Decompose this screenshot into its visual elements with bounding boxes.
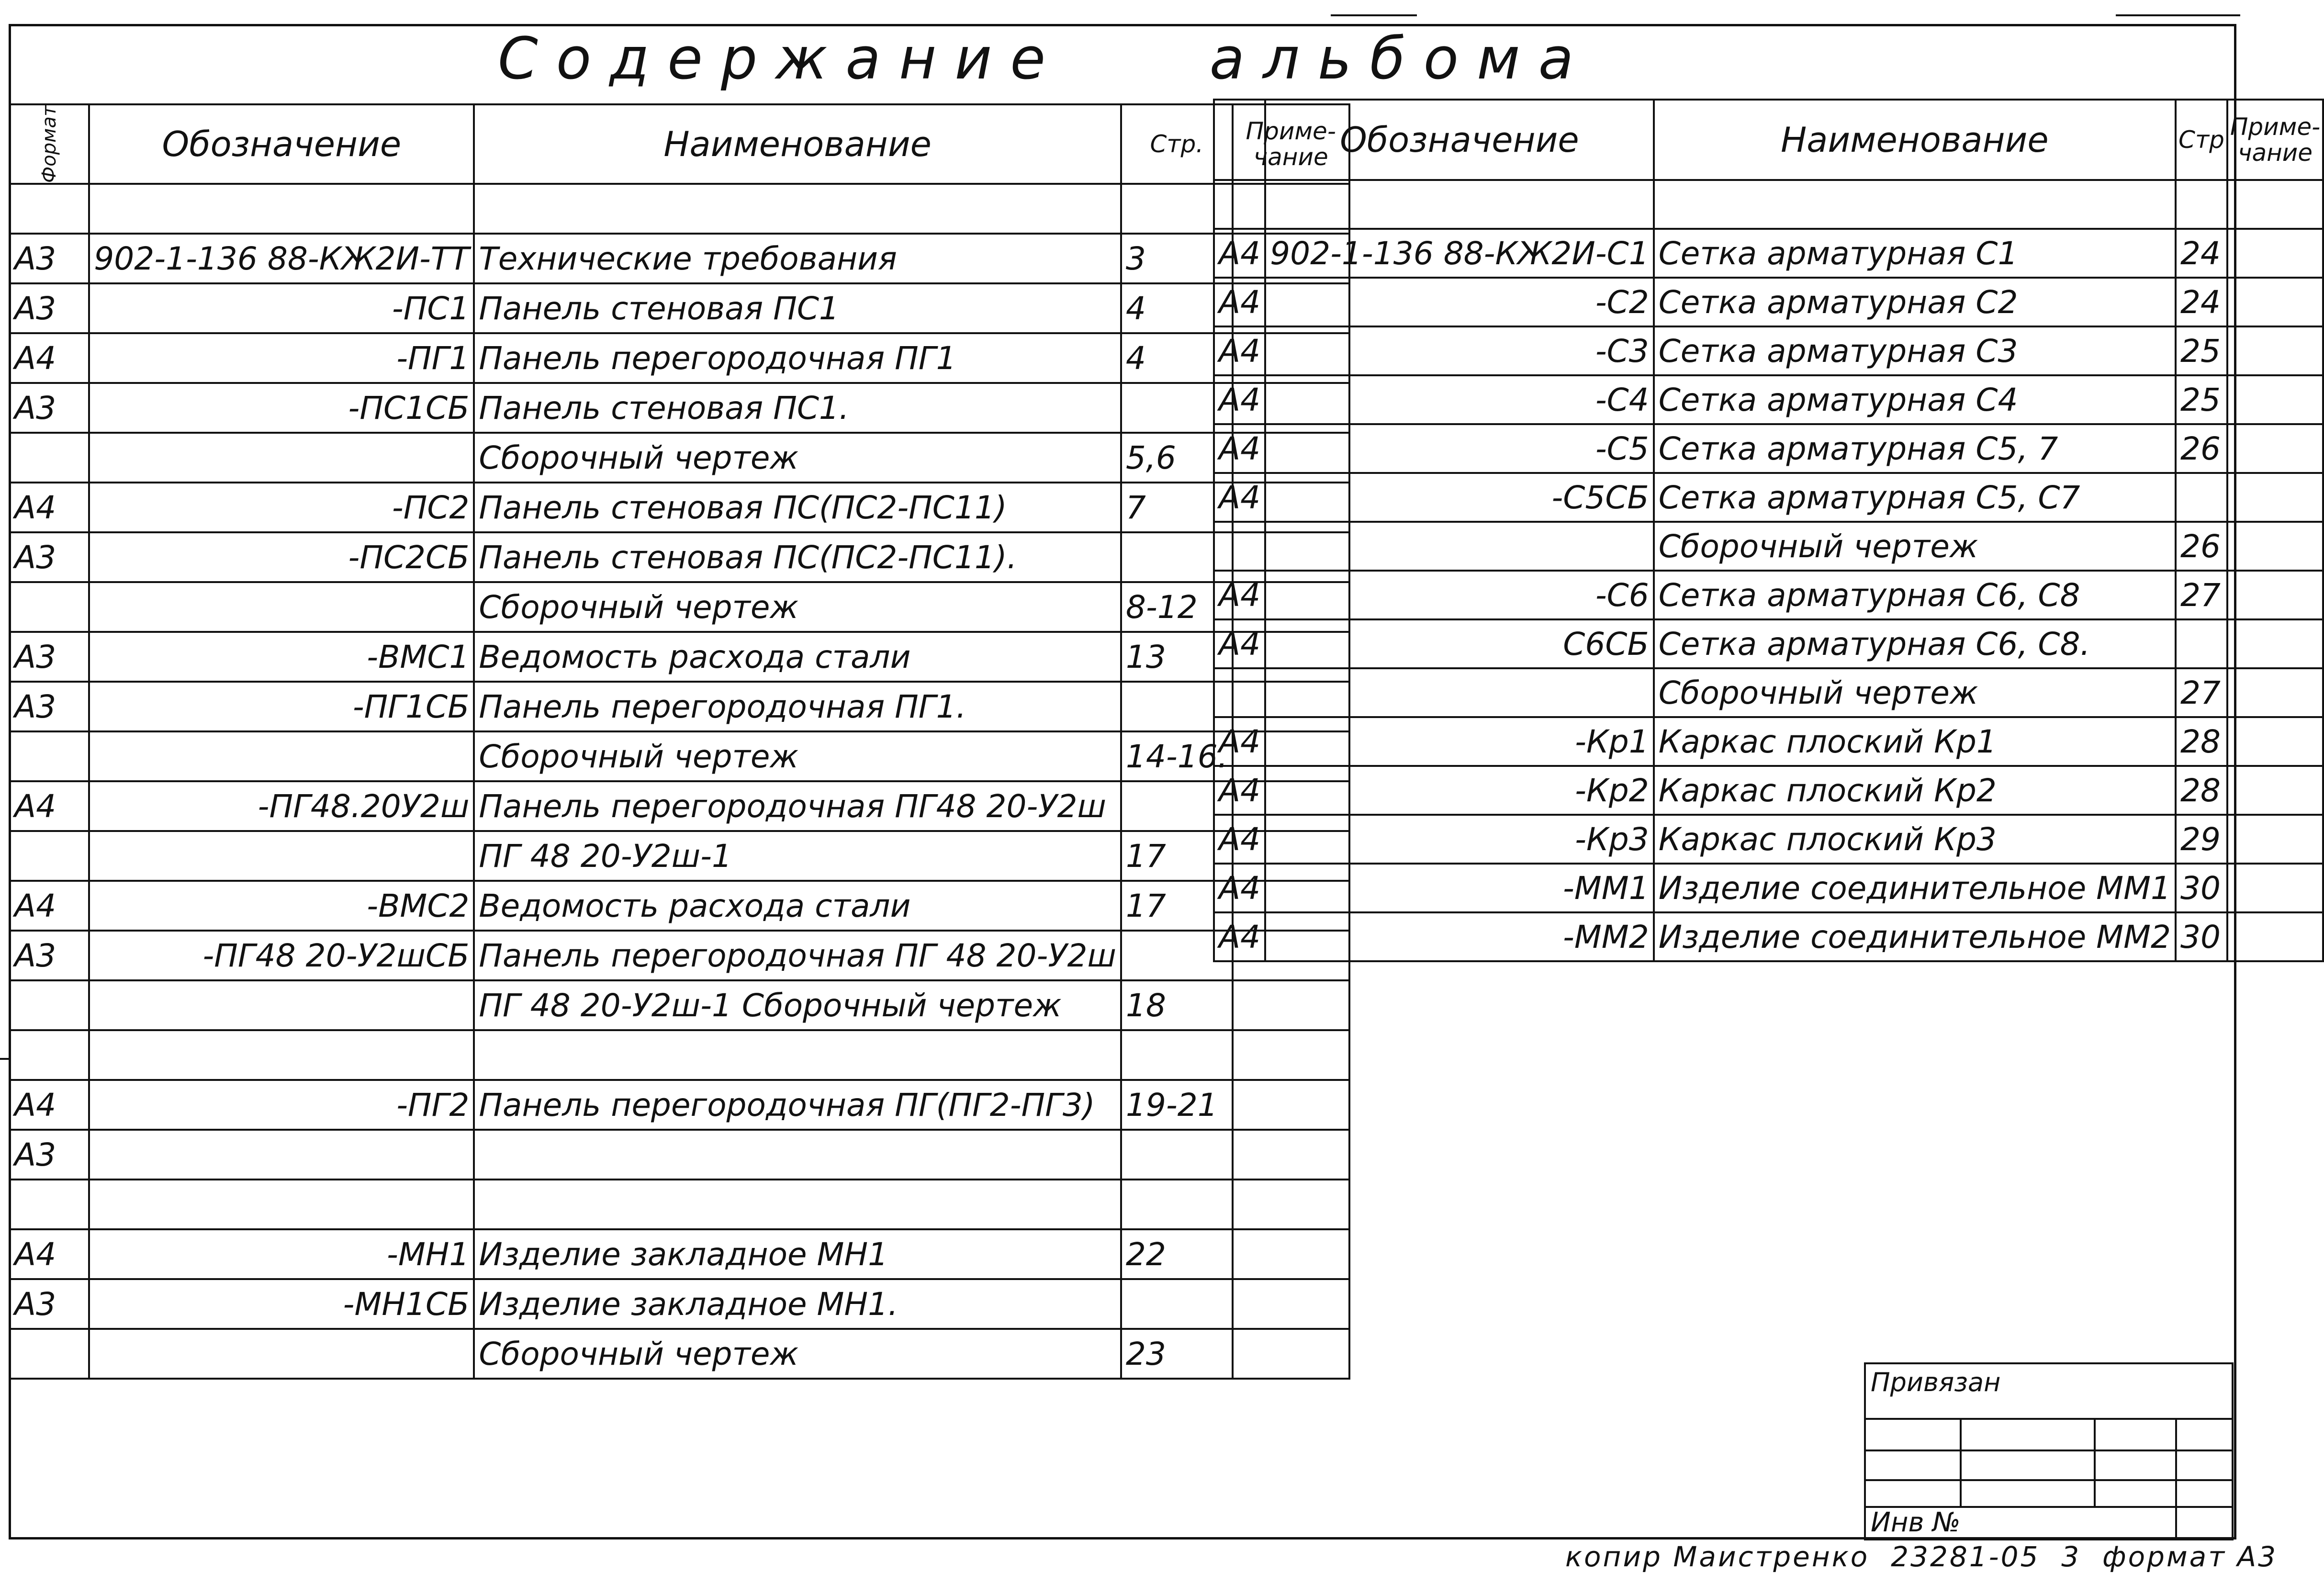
name-cell <box>474 184 1121 234</box>
name-cell: Сетка арматурная С5, 7 <box>1654 424 2176 473</box>
name-cell: Изделие закладное МН1 <box>474 1229 1121 1279</box>
header-format: Формат <box>10 104 89 184</box>
designation-cell: 902-1-136 88-КЖ2И-ТТ <box>89 234 474 283</box>
name-cell: Панель перегородочная ПГ1 <box>474 333 1121 383</box>
name-cell: Каркас плоский Кр2 <box>1654 766 2176 815</box>
note-cell <box>2227 571 2323 619</box>
note-cell <box>2227 180 2323 229</box>
contents-table-right <box>1213 99 2324 962</box>
table-row <box>1214 229 2323 278</box>
format-cell: А4 <box>1214 912 1265 961</box>
page-cell: 28 <box>2176 766 2227 815</box>
designation-cell: -С2 <box>1265 278 1654 326</box>
format-cell <box>1214 522 1265 571</box>
page-cell <box>2176 473 2227 522</box>
format-cell: А4 <box>1214 375 1265 424</box>
note-cell <box>1233 1229 1349 1279</box>
format-cell: А4 <box>10 333 89 383</box>
table-row <box>1214 522 2323 571</box>
designation-cell: -ПС1СБ <box>89 383 474 433</box>
name-cell: Сборочный чертеж <box>474 433 1121 483</box>
name-cell: Сборочный чертеж <box>474 731 1121 781</box>
page-cell <box>2176 180 2227 229</box>
name-cell: Панель стеновая ПС(ПС2-ПС11) <box>474 483 1121 532</box>
page-cell: 17 <box>1121 881 1233 931</box>
format-cell <box>10 184 89 234</box>
page-cell <box>1121 1180 1233 1229</box>
table-row <box>1214 766 2323 815</box>
designation-cell <box>89 980 474 1030</box>
note-cell <box>2227 912 2323 961</box>
format-cell: А4 <box>1214 717 1265 766</box>
name-cell: Технические требования <box>474 234 1121 283</box>
designation-cell: -С4 <box>1265 375 1654 424</box>
designation-cell <box>89 582 474 632</box>
name-cell: Сборочный чертеж <box>474 1329 1121 1379</box>
format-cell: А4 <box>1214 619 1265 668</box>
page-cell: 30 <box>2176 912 2227 961</box>
name-cell <box>1654 180 2176 229</box>
name-cell: Изделие соединительное ММ1 <box>1654 864 2176 912</box>
table-row <box>10 1279 1349 1329</box>
table-row <box>10 781 1349 831</box>
table-row <box>10 283 1349 333</box>
table-row <box>1214 912 2323 961</box>
stamp-line <box>1960 1418 1962 1506</box>
page-cell: 18 <box>1121 980 1233 1030</box>
note-cell <box>1233 980 1349 1030</box>
format-cell: А4 <box>1214 815 1265 864</box>
page-cell: 5,6 <box>1121 433 1233 483</box>
table-row <box>1214 278 2323 326</box>
format-cell <box>10 1180 89 1229</box>
format-cell: А4 <box>1214 424 1265 473</box>
format-cell: А3 <box>10 283 89 333</box>
name-cell: Сетка арматурная С4 <box>1654 375 2176 424</box>
page-cell <box>2176 619 2227 668</box>
designation-cell: -С5 <box>1265 424 1654 473</box>
note-cell <box>2227 229 2323 278</box>
designation-cell: -С6 <box>1265 571 1654 619</box>
table-row <box>10 1329 1349 1379</box>
table-row <box>10 731 1349 781</box>
page-cell: 29 <box>2176 815 2227 864</box>
format-cell: А4 <box>1214 326 1265 375</box>
name-cell: Панель стеновая ПС1 <box>474 283 1121 333</box>
designation-cell <box>1265 668 1654 717</box>
note-cell <box>2227 668 2323 717</box>
table-row <box>10 1030 1349 1080</box>
note-cell <box>2227 717 2323 766</box>
header-page: Стр <box>2176 100 2227 180</box>
format-cell <box>10 1329 89 1379</box>
page-cell: 30 <box>2176 864 2227 912</box>
note-cell <box>2227 766 2323 815</box>
table-row <box>10 831 1349 881</box>
stamp-line <box>2094 1418 2096 1506</box>
page-cell: 13 <box>1121 632 1233 682</box>
designation-cell <box>89 731 474 781</box>
name-cell: Панель перегородочная ПГ1. <box>474 682 1121 731</box>
name-cell: ПГ 48 20-У2ш-1 <box>474 831 1121 881</box>
page-cell: 24 <box>2176 278 2227 326</box>
format-cell <box>10 831 89 881</box>
table-row <box>10 931 1349 980</box>
note-cell <box>2227 619 2323 668</box>
name-cell <box>474 1180 1121 1229</box>
format-cell: А4 <box>10 781 89 831</box>
format-cell: А4 <box>10 1080 89 1130</box>
designation-cell: -Кр1 <box>1265 717 1654 766</box>
page-cell: 28 <box>2176 717 2227 766</box>
name-cell: Сетка арматурная С5, С7 <box>1654 473 2176 522</box>
stamp-inventory-label: Инв № <box>1871 1507 1961 1538</box>
table-header-row <box>10 104 1349 184</box>
designation-cell <box>89 1180 474 1229</box>
name-cell: Сетка арматурная С6, С8. <box>1654 619 2176 668</box>
designation-cell <box>89 1329 474 1379</box>
note-cell <box>2227 864 2323 912</box>
name-cell <box>474 1130 1121 1180</box>
note-cell <box>2227 815 2323 864</box>
table-row <box>1214 619 2323 668</box>
format-cell: А4 <box>10 483 89 532</box>
format-cell: А4 <box>1214 864 1265 912</box>
format-cell: А3 <box>10 682 89 731</box>
format-cell: А4 <box>10 1229 89 1279</box>
table-row <box>1214 864 2323 912</box>
format-cell <box>10 1030 89 1080</box>
format-cell <box>10 582 89 632</box>
format-cell: А3 <box>10 632 89 682</box>
note-cell <box>2227 326 2323 375</box>
table-row <box>10 980 1349 1030</box>
designation-cell: С6СБ <box>1265 619 1654 668</box>
table-row <box>10 1229 1349 1279</box>
page-cell <box>1121 1030 1233 1080</box>
format-cell: А3 <box>10 532 89 582</box>
table-row <box>10 1130 1349 1180</box>
note-cell <box>2227 278 2323 326</box>
page-cell: 25 <box>2176 375 2227 424</box>
table-row <box>10 582 1349 632</box>
top-tick <box>1331 14 1417 16</box>
name-cell: Каркас плоский Кр1 <box>1654 717 2176 766</box>
page-cell: 8-12 <box>1121 582 1233 632</box>
name-cell: Сборочный чертеж <box>1654 522 2176 571</box>
header-name: Наименование <box>1654 100 2176 180</box>
header-note: Приме-чание <box>1233 104 1349 184</box>
name-cell: Сборочный чертеж <box>1654 668 2176 717</box>
note-cell <box>2227 522 2323 571</box>
format-cell: А3 <box>10 1130 89 1180</box>
table-row <box>10 682 1349 731</box>
note-cell <box>2227 473 2323 522</box>
designation-cell: -С3 <box>1265 326 1654 375</box>
designation-cell <box>89 184 474 234</box>
table-row <box>1214 717 2323 766</box>
page-cell: 4 <box>1121 283 1233 333</box>
designation-cell: -ПС1 <box>89 283 474 333</box>
name-cell: Панель перегородочная ПГ(ПГ2-ПГ3) <box>474 1080 1121 1130</box>
name-cell: Панель перегородочная ПГ 48 20-У2ш <box>474 931 1121 980</box>
format-cell: А4 <box>1214 473 1265 522</box>
note-cell <box>1233 1329 1349 1379</box>
table-row <box>10 383 1349 433</box>
designation-cell: -ВМС2 <box>89 881 474 931</box>
designation-cell <box>89 1130 474 1180</box>
designation-cell: -ПС2СБ <box>89 532 474 582</box>
designation-cell: -ММ1 <box>1265 864 1654 912</box>
format-cell <box>10 980 89 1030</box>
table-row <box>1214 424 2323 473</box>
table-row <box>10 632 1349 682</box>
page-cell: 19-21 <box>1121 1080 1233 1130</box>
designation-cell: -Кр3 <box>1265 815 1654 864</box>
page-cell: 14-16. <box>1121 731 1233 781</box>
name-cell: Изделие соединительное ММ2 <box>1654 912 2176 961</box>
format-cell <box>1214 180 1265 229</box>
table-row <box>1214 473 2323 522</box>
table-row <box>10 433 1349 483</box>
table-row <box>1214 668 2323 717</box>
format-cell: А4 <box>1214 278 1265 326</box>
name-cell: Ведомость расхода стали <box>474 881 1121 931</box>
format-cell <box>10 433 89 483</box>
table-row <box>10 333 1349 383</box>
page-cell: 26 <box>2176 522 2227 571</box>
table-row <box>10 1080 1349 1130</box>
note-cell <box>1233 1180 1349 1229</box>
name-cell: ПГ 48 20-У2ш-1 Сборочный чертеж <box>474 980 1121 1030</box>
table-row <box>10 1180 1349 1229</box>
name-cell: Сетка арматурная С6, С8 <box>1654 571 2176 619</box>
format-cell: А4 <box>1214 229 1265 278</box>
designation-cell: -Кр2 <box>1265 766 1654 815</box>
page-cell: 17 <box>1121 831 1233 881</box>
format-cell <box>1214 668 1265 717</box>
page-cell: 3 <box>1121 234 1233 283</box>
page-cell: 25 <box>2176 326 2227 375</box>
designation-cell: -ПГ2 <box>89 1080 474 1130</box>
table-row <box>10 532 1349 582</box>
name-cell: Сетка арматурная С2 <box>1654 278 2176 326</box>
approval-stamp <box>1864 1362 2234 1540</box>
designation-cell: -ВМС1 <box>89 632 474 682</box>
designation-cell <box>1265 180 1654 229</box>
header-format <box>1214 100 1265 180</box>
page-cell <box>1121 1130 1233 1180</box>
header-name: Наименование <box>474 104 1121 184</box>
format-cell <box>10 731 89 781</box>
designation-cell: -ПГ1 <box>89 333 474 383</box>
designation-cell: -ПГ48 20-У2шСБ <box>89 931 474 980</box>
table-row <box>1214 180 2323 229</box>
note-cell <box>2227 424 2323 473</box>
page-cell: 27 <box>2176 668 2227 717</box>
header-designation: Обозначение <box>1265 100 1654 180</box>
designation-cell: -ПС2 <box>89 483 474 532</box>
page-cell: 22 <box>1121 1229 1233 1279</box>
format-cell: А3 <box>10 931 89 980</box>
header-page: Стр. <box>1121 104 1233 184</box>
table-row <box>1214 571 2323 619</box>
designation-cell <box>89 1030 474 1080</box>
table-row <box>10 483 1349 532</box>
designation-cell: -ММ2 <box>1265 912 1654 961</box>
header-note: Приме-чание <box>2227 100 2323 180</box>
table-row <box>10 184 1349 234</box>
page-cell <box>1121 1279 1233 1329</box>
page-cell: 26 <box>2176 424 2227 473</box>
page-cell: 7 <box>1121 483 1233 532</box>
note-cell <box>1233 1130 1349 1180</box>
designation-cell: -С5СБ <box>1265 473 1654 522</box>
stamp-line <box>2175 1418 2177 1540</box>
name-cell: Ведомость расхода стали <box>474 632 1121 682</box>
designation-cell <box>89 831 474 881</box>
name-cell: Каркас плоский Кр3 <box>1654 815 2176 864</box>
table-row <box>1214 375 2323 424</box>
table-row <box>1214 815 2323 864</box>
designation-cell: -ПГ1СБ <box>89 682 474 731</box>
note-cell <box>1233 1080 1349 1130</box>
name-cell <box>474 1030 1121 1080</box>
format-cell: А3 <box>10 383 89 433</box>
table-row <box>10 881 1349 931</box>
name-cell: Панель стеновая ПС(ПС2-ПС11). <box>474 532 1121 582</box>
left-tick <box>0 1058 9 1060</box>
page-cell: 23 <box>1121 1329 1233 1379</box>
note-cell <box>1233 1030 1349 1080</box>
designation-cell: -МН1 <box>89 1229 474 1279</box>
designation-cell: 902-1-136 88-КЖ2И-С1 <box>1265 229 1654 278</box>
page-title: Содержание альбома <box>498 26 1592 92</box>
page-cell: 4 <box>1121 333 1233 383</box>
contents-table-left <box>9 103 1350 1380</box>
table-row <box>10 234 1349 283</box>
page-cell: 24 <box>2176 229 2227 278</box>
name-cell: Сетка арматурная С3 <box>1654 326 2176 375</box>
designation-cell: -МН1СБ <box>89 1279 474 1329</box>
designation-cell: -ПГ48.20У2ш <box>89 781 474 831</box>
designation-cell <box>1265 522 1654 571</box>
note-cell <box>1233 1279 1349 1329</box>
table-header-row <box>1214 100 2323 180</box>
name-cell: Панель перегородочная ПГ48 20-У2ш <box>474 781 1121 831</box>
footer-caption: копир Маистренко 23281-05 3 формат А3 <box>1565 1540 2278 1573</box>
name-cell: Сборочный чертеж <box>474 582 1121 632</box>
format-cell: А4 <box>1214 571 1265 619</box>
top-tick <box>2116 14 2240 16</box>
designation-cell <box>89 433 474 483</box>
format-cell: А3 <box>10 1279 89 1329</box>
header-designation: Обозначение <box>89 104 474 184</box>
format-cell: А3 <box>10 234 89 283</box>
page-cell: 27 <box>2176 571 2227 619</box>
name-cell: Панель стеновая ПС1. <box>474 383 1121 433</box>
format-cell: А4 <box>10 881 89 931</box>
stamp-title: Привязан <box>1871 1367 2001 1397</box>
format-cell: А4 <box>1214 766 1265 815</box>
table-row <box>1214 326 2323 375</box>
note-cell <box>2227 375 2323 424</box>
name-cell: Изделие закладное МН1. <box>474 1279 1121 1329</box>
name-cell: Сетка арматурная С1 <box>1654 229 2176 278</box>
